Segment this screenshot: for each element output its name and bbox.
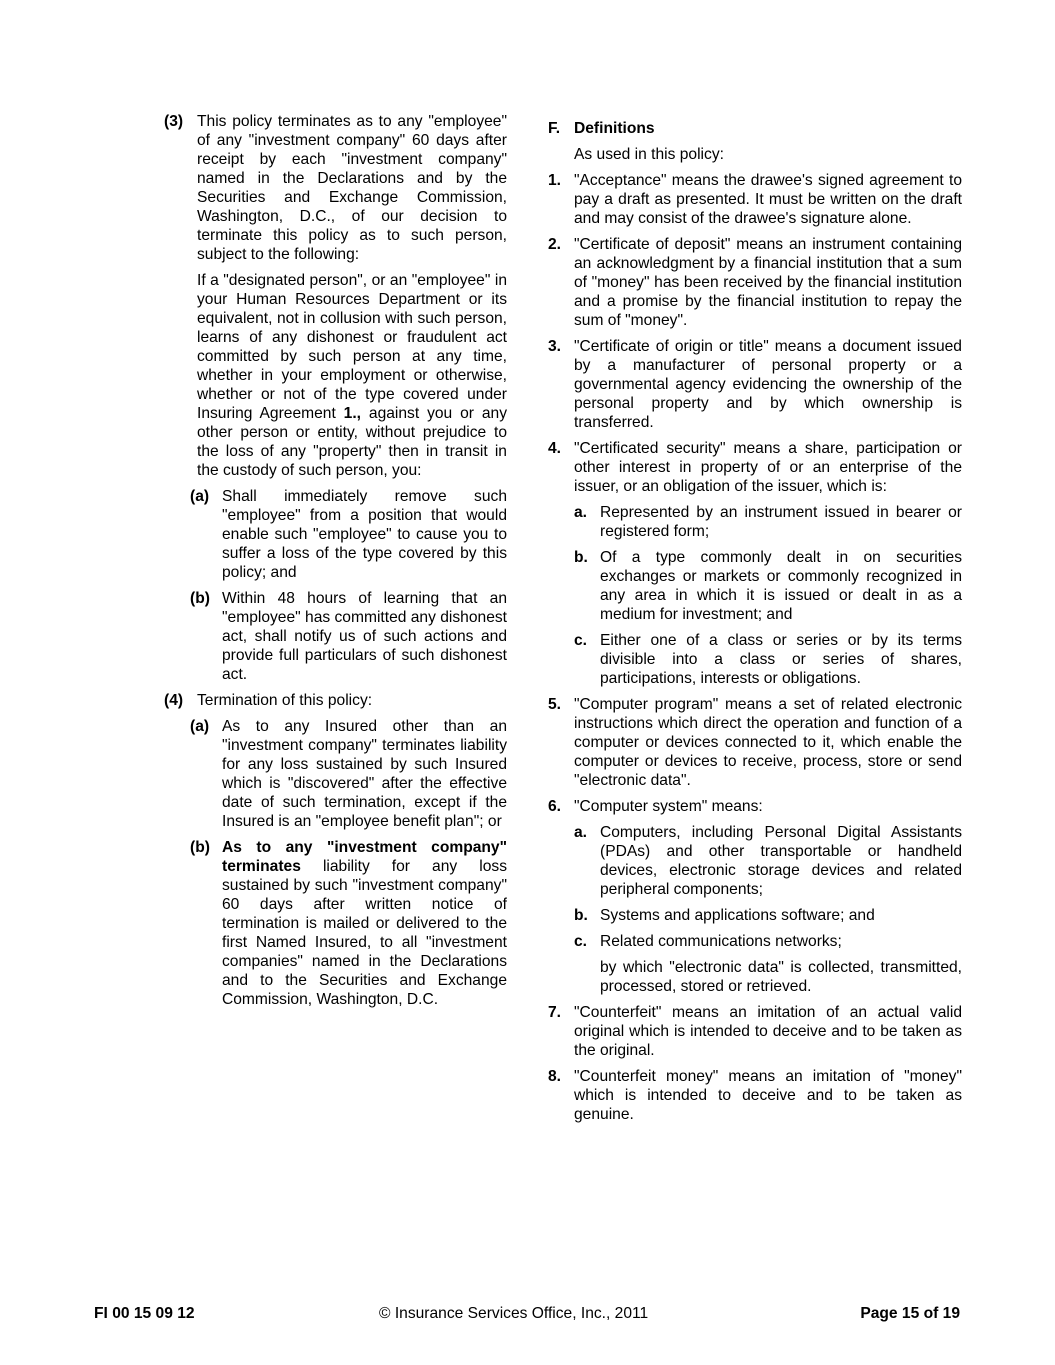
sub-text: Related communications networks; <box>600 933 842 950</box>
paragraph-bold: 1., <box>343 405 362 422</box>
definition-2 <box>548 235 962 330</box>
item-4 <box>164 691 507 710</box>
sub-label: a. <box>574 504 588 521</box>
section-label: F. <box>548 120 561 137</box>
definition-text: "Computer program" means a set of related electronic instructions which direct the operation and function of a computer or devices connected to it, which enable the computer or devices to receive, process, store or send "electronic data". <box>574 696 962 789</box>
sub-text: Of a type commonly dealt in on securities exchanges or markets or commonly recognized in any area in which it is issued or dealt in as a medium for investment; and <box>600 549 962 623</box>
sub-label: c. <box>574 933 588 950</box>
definition-label: 8. <box>548 1068 562 1085</box>
section-title: Definitions <box>574 120 655 137</box>
paragraph-text: If a "designated person", or an "employee" in your Human Resources Department or its equivalent, not in collusion with such person, learns of any dishonest or fraudulent act committed by such person at any time, whether in your employment or otherwise, whether or not of the type covered under Insuring Agreement <box>197 272 507 422</box>
item-text: Shall immediately remove such "employee" from a position that would enable such "employee" to cause you to suffer a loss of the type covered by this policy; and <box>222 488 507 581</box>
definition-4 <box>548 439 962 496</box>
definition-3 <box>548 337 962 432</box>
form-number: FI 00 15 09 12 <box>94 1305 195 1322</box>
definition-label: 3. <box>548 338 562 355</box>
sub-label: b. <box>574 549 588 566</box>
definition-label: 2. <box>548 236 562 253</box>
definition-7 <box>548 1003 962 1060</box>
sub-label: b. <box>574 907 588 924</box>
definition-text: "Counterfeit money" means an imitation of "money" which is intended to deceive and to be taken as genuine. <box>574 1068 962 1123</box>
definition-text: "Certificate of origin or title" means a document issued by a manufacturer of personal property or a governmental agency evidencing the ownership of the personal property and by which ownership is transferred. <box>574 338 962 431</box>
definition-text: "Counterfeit" means an imitation of an actual valid original which is intended to deceive and to be taken as the original. <box>574 1004 962 1059</box>
definition-8 <box>548 1067 962 1124</box>
section-heading <box>548 119 962 138</box>
sub-label: a. <box>574 824 588 841</box>
item-label: (b) <box>190 590 210 607</box>
definition-4c <box>548 631 962 688</box>
item-text: Within 48 hours of learning that an "employee" has committed any dishonest act, shall notify us of such actions and provide full particulars of such dishonest act. <box>222 590 507 683</box>
item-text: Termination of this policy: <box>197 692 373 709</box>
definition-4a <box>548 503 962 541</box>
copyright: © Insurance Services Office, Inc., 2011 <box>379 1305 649 1322</box>
item-4a <box>164 717 507 831</box>
definition-text: "Certificated security" means a share, participation or other interest in property of or an enterprise of the issuer, or an obligation of the issuer, which is: <box>574 440 962 495</box>
section-intro: As used in this policy: <box>574 146 724 163</box>
sub-label: c. <box>574 632 588 649</box>
right-column <box>548 112 962 1131</box>
item-text: This policy terminates as to any "employee" of any "investment company" 60 days after receipt by each "investment company" named in the Declarations and by the Securities and Exchange Commission, Washington, D.C., of our decision to terminate this policy as to such person, subject to the following: <box>197 113 507 263</box>
sub-text: Computers, including Personal Digital Assistants (PDAs) and other transportable or handheld devices, electronic storage devices and related peripheral components; <box>600 824 962 898</box>
definition-text: "Acceptance" means the drawee's signed agreement to pay a draft as presented. It must be written on the draft and may consist of the drawee's signature alone. <box>574 172 962 227</box>
designated-person-paragraph <box>164 271 507 480</box>
item-bold: As to any "investment company" terminates <box>222 839 507 875</box>
definition-1 <box>548 171 962 228</box>
sub-text: Represented by an instrument issued in bearer or registered form; <box>600 504 962 540</box>
item-4b <box>164 838 507 1009</box>
definition-label: 4. <box>548 440 562 457</box>
definition-text: "Certificate of deposit" means an instrument containing an acknowledgment by a financial institution that a sum of "money" has been received by the financial institution and a promise by the financial institution to repay the sum of "money". <box>574 236 962 329</box>
item-label: (b) <box>190 839 210 856</box>
definition-5 <box>548 695 962 790</box>
definition-4b <box>548 548 962 624</box>
item-3 <box>164 112 507 264</box>
item-3b <box>164 589 507 684</box>
item-3a <box>164 487 507 582</box>
item-text <box>222 838 507 1009</box>
definition-text: "Computer system" means: <box>574 798 763 815</box>
paragraph-text: against you or any other person or entity, without prejudice to the loss of any "property" then in transit in the custody of such person, you: <box>197 405 507 479</box>
item-label: (a) <box>190 718 210 735</box>
definition-label: 7. <box>548 1004 562 1021</box>
left-column <box>164 112 507 1016</box>
item-label: (4) <box>164 692 184 709</box>
page-number: Page 15 of 19 <box>860 1305 960 1322</box>
definition-6-trailing-text: by which "electronic data" is collected, transmitted, processed, stored or retrieved. <box>600 959 962 995</box>
definition-label: 5. <box>548 696 562 713</box>
item-text: As to any Insured other than an "investment company" terminates liability for any loss sustained by such Insured which is "discovered" after the effective date of such termination, except if the Insured is an "employee benefit plan"; or <box>222 718 507 830</box>
definition-6c <box>548 932 962 951</box>
sub-text: Either one of a class or series or by its terms divisible into a class or series of shares, participations, interests or obligations. <box>600 632 962 687</box>
definition-6 <box>548 797 962 816</box>
sub-text: Systems and applications software; and <box>600 907 875 924</box>
definition-6a <box>548 823 962 899</box>
definition-6b <box>548 906 962 925</box>
definition-label: 1. <box>548 172 562 189</box>
item-label: (a) <box>190 488 210 505</box>
item-label: (3) <box>164 113 184 130</box>
item-text-rest: liability for any loss sustained by such "investment company" 60 days after written notice of termination is mailed or delivered to the first Named Insured, to all "investment companies" named in the Declarations and to the Securities and Exchange Commission, Washington, D.C. <box>222 858 507 1008</box>
definition-label: 6. <box>548 798 562 815</box>
